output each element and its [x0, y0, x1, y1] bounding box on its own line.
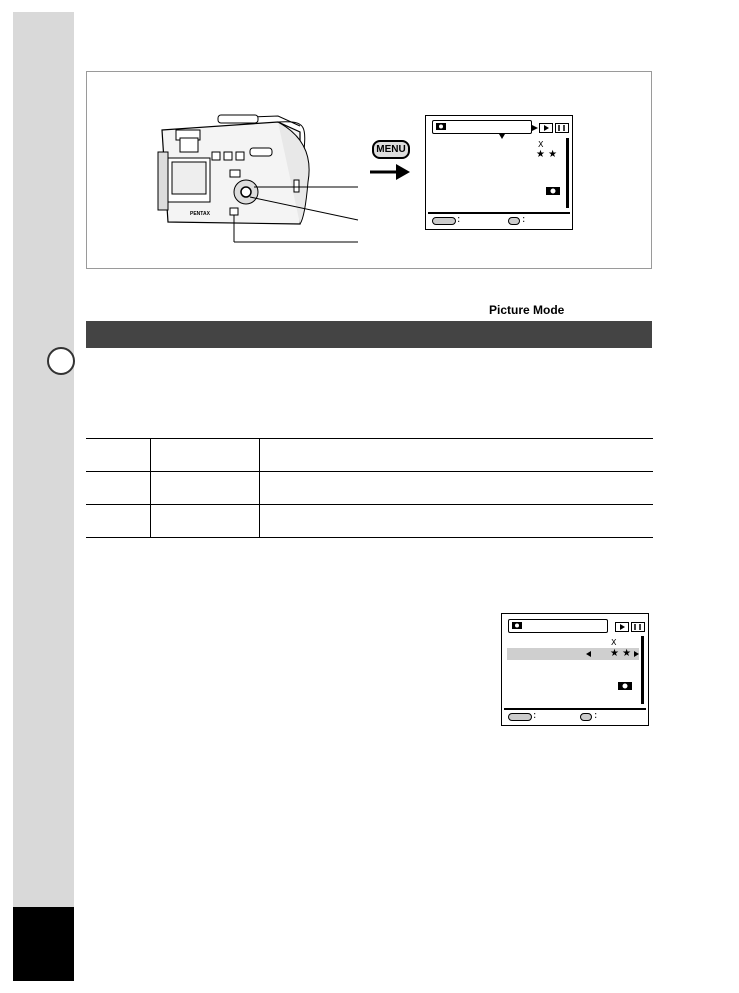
- lcd-screen-capture-menu: X ★ ★ : :: [425, 115, 573, 230]
- camera-illustration: [150, 112, 360, 252]
- white-balance-icon: [618, 682, 632, 690]
- white-balance-icon: [546, 187, 560, 195]
- ok-key-pill: [508, 217, 520, 225]
- quality-stars: ★ ★: [610, 648, 632, 659]
- quality-stars: ★ ★: [536, 149, 558, 160]
- scrollbar: [641, 636, 644, 704]
- resolution-x-mark: X: [538, 140, 544, 149]
- section-caption: Picture Mode: [489, 303, 565, 317]
- ok-key-pill: [580, 713, 592, 721]
- table-row: [86, 505, 653, 538]
- lcd-screen-quality-select: X ★ ★ : :: [501, 613, 649, 726]
- table-row: [86, 472, 653, 505]
- resolution-x-mark: X: [611, 638, 617, 647]
- left-arrow-icon: [586, 651, 591, 657]
- sidebar-footer-block: [13, 907, 74, 981]
- menu-key-pill: [432, 217, 456, 225]
- section-heading-bar: [86, 321, 652, 348]
- tab-pointer-icon: [532, 125, 538, 131]
- chapter-marker-circle: [47, 347, 75, 375]
- down-arrow-icon: [499, 134, 505, 139]
- table-row: [86, 439, 653, 472]
- picture-mode-table: [86, 438, 653, 538]
- right-arrow-icon: [634, 651, 639, 657]
- menu-key-pill: [508, 713, 532, 721]
- setup-tab-icon: [631, 622, 645, 632]
- scrollbar: [566, 138, 569, 208]
- menu-button-key: MENU: [372, 140, 410, 159]
- page-sidebar: [13, 12, 74, 981]
- svg-text:PENTAX: PENTAX: [190, 211, 210, 217]
- play-tab-icon: [615, 622, 629, 632]
- setup-tab-icon: [555, 123, 569, 133]
- play-tab-icon: [539, 123, 553, 133]
- arrow-right-icon: [370, 162, 412, 182]
